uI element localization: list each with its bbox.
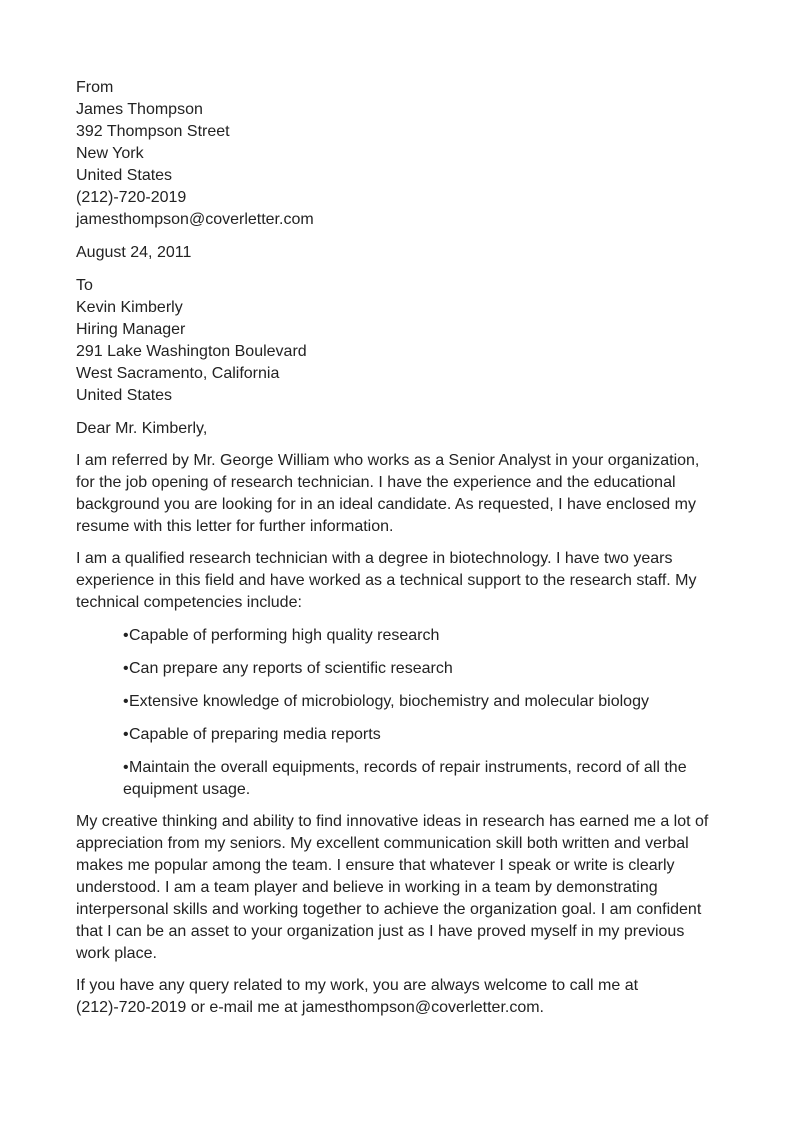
list-item-text: Maintain the overall equipments, records of repair instruments, record of all the [129, 759, 687, 776]
bullet-icon: • [123, 726, 129, 743]
paragraph-line: for the job opening of research technician. I have the experience and the educational [76, 474, 676, 491]
recipient-name: Kevin Kimberly [76, 299, 183, 316]
sender-phone: (212)-720-2019 [76, 189, 187, 206]
recipient-country: United States [76, 387, 173, 404]
sender-street: 392 Thompson Street [76, 123, 230, 140]
paragraph-line: technical competencies include: [76, 594, 302, 611]
competency-list [76, 625, 716, 801]
list-item [123, 658, 716, 680]
paragraph-line: that I can be an asset to your organization just as I have proved myself in my previous [76, 923, 685, 940]
recipient-label: To [76, 277, 93, 294]
sender-name: James Thompson [76, 101, 203, 118]
paragraph-line: If you have any query related to my work, you are always welcome to call me at [76, 977, 639, 994]
bullet-icon: • [123, 759, 129, 776]
sender-country: United States [76, 167, 173, 184]
paragraph-line: background you are looking for in an ideal candidate. As requested, I have enclosed my [76, 496, 696, 513]
bullet-icon: • [123, 693, 129, 710]
recipient-street: 291 Lake Washington Boulevard [76, 343, 307, 360]
recipient-block [76, 275, 716, 407]
list-item [123, 724, 716, 746]
paragraph-line: interpersonal skills and working together to achieve the organization goal. I am confident [76, 901, 702, 918]
paragraph-line: appreciation from my seniors. My excellent communication skill both written and verbal [76, 835, 689, 852]
paragraph-line: I am a qualified research technician with a degree in biotechnology. I have two years [76, 550, 673, 567]
paragraph-3 [76, 811, 716, 965]
bullet-icon: • [123, 660, 129, 677]
bullet-icon: • [123, 627, 129, 644]
paragraph-line: (212)-720-2019 or e-mail me at jamesthompson@coverletter.com. [76, 999, 544, 1016]
list-item [123, 757, 716, 801]
paragraph-line: makes me popular among the team. I ensure that whatever I speak or write is clearly [76, 857, 675, 874]
paragraph-1 [76, 450, 716, 538]
paragraph-line: work place. [76, 945, 157, 962]
sender-label: From [76, 79, 114, 96]
salutation: Dear Mr. Kimberly, [76, 420, 208, 437]
paragraph-2 [76, 548, 716, 614]
list-item-text: Capable of preparing media reports [129, 726, 381, 743]
recipient-city: West Sacramento, California [76, 365, 280, 382]
list-item [123, 691, 716, 713]
paragraph-line: experience in this field and have worked as a technical support to the research staff. My [76, 572, 697, 589]
sender-email: jamesthompson@coverletter.com [76, 211, 314, 228]
list-item-continuation: equipment usage. [123, 781, 251, 798]
paragraph-line: I am referred by Mr. George William who works as a Senior Analyst in your organization, [76, 452, 700, 469]
list-item-text: Can prepare any reports of scientific research [129, 660, 453, 677]
sender-block [76, 77, 716, 231]
recipient-title: Hiring Manager [76, 321, 186, 338]
list-item [123, 625, 716, 647]
paragraph-4 [76, 975, 716, 1019]
letter-date: August 24, 2011 [76, 244, 192, 261]
sender-city: New York [76, 145, 144, 162]
letter-page [76, 77, 716, 1019]
paragraph-line: resume with this letter for further information. [76, 518, 394, 535]
paragraph-line: understood. I am a team player and believe in working in a team by demonstrating [76, 879, 658, 896]
paragraph-line: My creative thinking and ability to find innovative ideas in research has earned me a lot of [76, 813, 709, 830]
list-item-text: Extensive knowledge of microbiology, biochemistry and molecular biology [129, 693, 649, 710]
list-item-text: Capable of performing high quality research [129, 627, 440, 644]
